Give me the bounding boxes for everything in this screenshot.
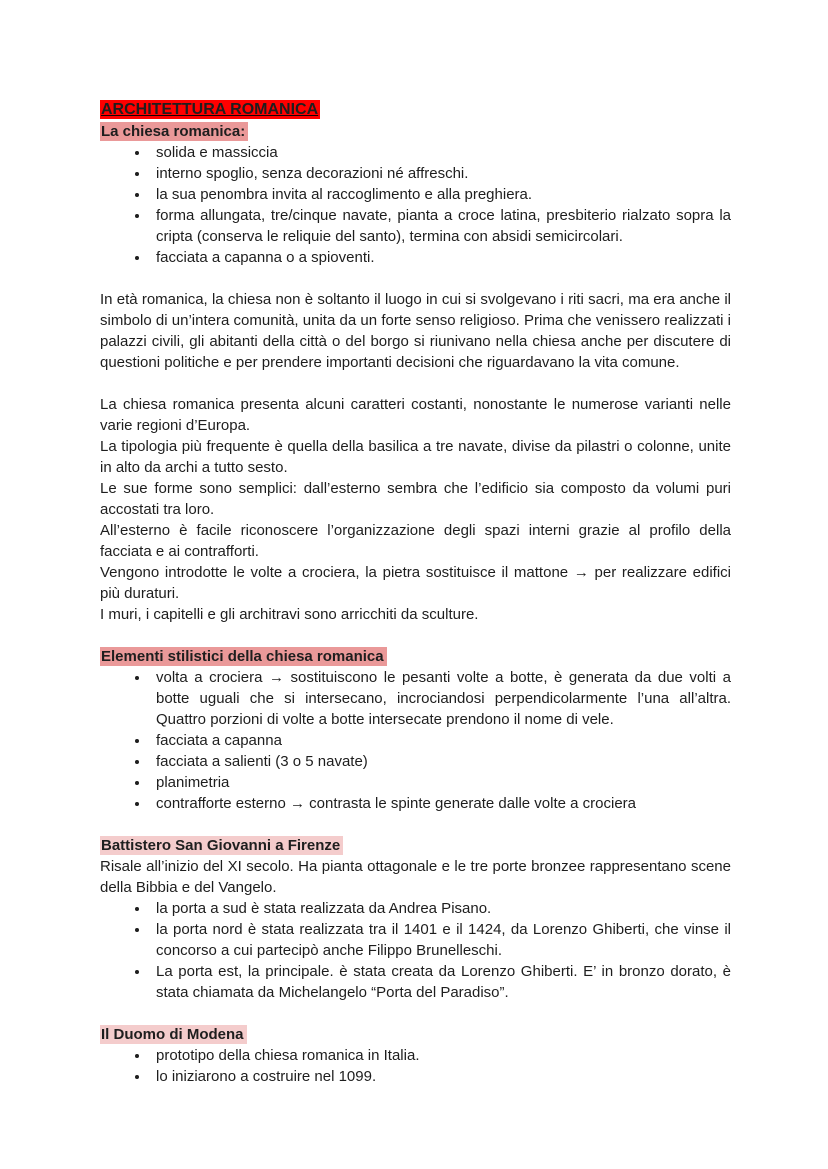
bullet-item: • volta a crociera → sostituiscono le pesanti volte a botte, è generata da due volti a botte uguali che si intersecano, incrociandosi perpendicolarmente l’una all’altra. Quattro porzioni di volte a botte intersecate prendono il nome di vele. [150, 667, 731, 730]
bullet-item: • la porta a sud è stata realizzata da Andrea Pisano. [150, 898, 731, 919]
bullet-item: • solida e massiccia [150, 142, 731, 163]
section-heading-chiesa-romanica-text: La chiesa romanica: [100, 122, 248, 141]
paragraph-battistero: Risale all’inizio del XI secolo. Ha pianta ottagonale e le tre porte bronzee rappresentano scene della Bibbia e del Vangelo. [100, 858, 731, 896]
section-heading-elementi-stilistici-text: Elementi stilistici della chiesa romanica [100, 647, 387, 666]
paragraph-caratteri-costanti: La chiesa romanica presenta alcuni caratteri costanti, nonostante le numerose varianti nelle varie regioni d’Europa. [100, 396, 731, 434]
duomo-bullet-list [100, 1045, 731, 1087]
battistero-bullet-list [100, 898, 731, 1003]
section-heading-elementi-stilistici [100, 646, 731, 667]
bullet-item: • la porta nord è stata realizzata tra il 1401 e il 1424, da Lorenzo Ghiberti, che vinse il concorso a cui partecipò anche Filippo Brunelleschi. [150, 919, 731, 961]
doc-title-line [100, 99, 731, 121]
paragraph-forme-semplici: Le sue forme sono semplici: dall’esterno sembra che l’edificio sia composto da volumi puri accostati tra loro. [100, 480, 731, 518]
section-heading-battistero-text: Battistero San Giovanni a Firenze [100, 836, 343, 855]
paragraph-esterno: All’esterno è facile riconoscere l’organizzazione degli spazi interni grazie al profilo della facciata e ai contrafforti. [100, 522, 731, 560]
doc-title-highlighted-text: ARCHITETTURA ROMANICA [101, 101, 319, 118]
bullet-item: • facciata a salienti (3 o 5 navate) [150, 751, 731, 772]
bullet-item: • la sua penombra invita al raccoglimento e alla preghiera. [150, 184, 731, 205]
paragraph-tipologia: La tipologia più frequente è quella della basilica a tre navate, divise da pilastri o colonne, unite in alto da archi a tutto sesto. [100, 438, 731, 476]
paragraph-eta-romanica: In età romanica, la chiesa non è soltanto il luogo in cui si svolgevano i riti sacri, ma era anche il simbolo di un’intera comunità, unita da un forte senso religioso. Prima che venissero realizzati i palazzi civili, gli abitanti della città o del borgo si riunivano nella chiesa anche per discutere di questioni politiche e per prendere importanti decisioni che riguardavano la vita comune. [100, 291, 731, 371]
paragraph-muri-capitelli: I muri, i capitelli e gli architravi sono arricchiti da sculture. [100, 606, 479, 623]
bullet-item: • lo iniziarono a costruire nel 1099. [150, 1066, 731, 1087]
section-heading-chiesa-romanica [100, 121, 731, 142]
paragraph-volte-crociera: Vengono introdotte le volte a crociera, la pietra sostituisce il mattone → per realizzare edifici più duraturi. [100, 564, 731, 602]
bullet-item: • planimetria [150, 772, 731, 793]
bullet-item: • interno spoglio, senza decorazioni né affreschi. [150, 163, 731, 184]
intro-bullet-list [100, 142, 731, 268]
bullet-item: • facciata a capanna [150, 730, 731, 751]
elementi-bullet-list [100, 667, 731, 814]
bullet-item: • facciata a capanna o a spioventi. [150, 247, 731, 268]
section-heading-duomo-modena [100, 1024, 731, 1045]
section-heading-battistero [100, 835, 731, 856]
section-heading-duomo-modena-text: Il Duomo di Modena [100, 1025, 247, 1044]
bullet-item: • prototipo della chiesa romanica in Italia. [150, 1045, 731, 1066]
bullet-item: • contrafforte esterno → contrasta le spinte generate dalle volte a crociera [150, 793, 731, 814]
bullet-item: • La porta est, la principale. è stata creata da Lorenzo Ghiberti. E’ in bronzo dorato, è stata chiamata da Michelangelo “Porta del Paradiso”. [150, 961, 731, 1003]
bullet-item: • forma allungata, tre/cinque navate, pianta a croce latina, presbiterio rialzato sopra la cripta (conserva le reliquie del santo), termina con absidi semicircolari. [150, 205, 731, 247]
